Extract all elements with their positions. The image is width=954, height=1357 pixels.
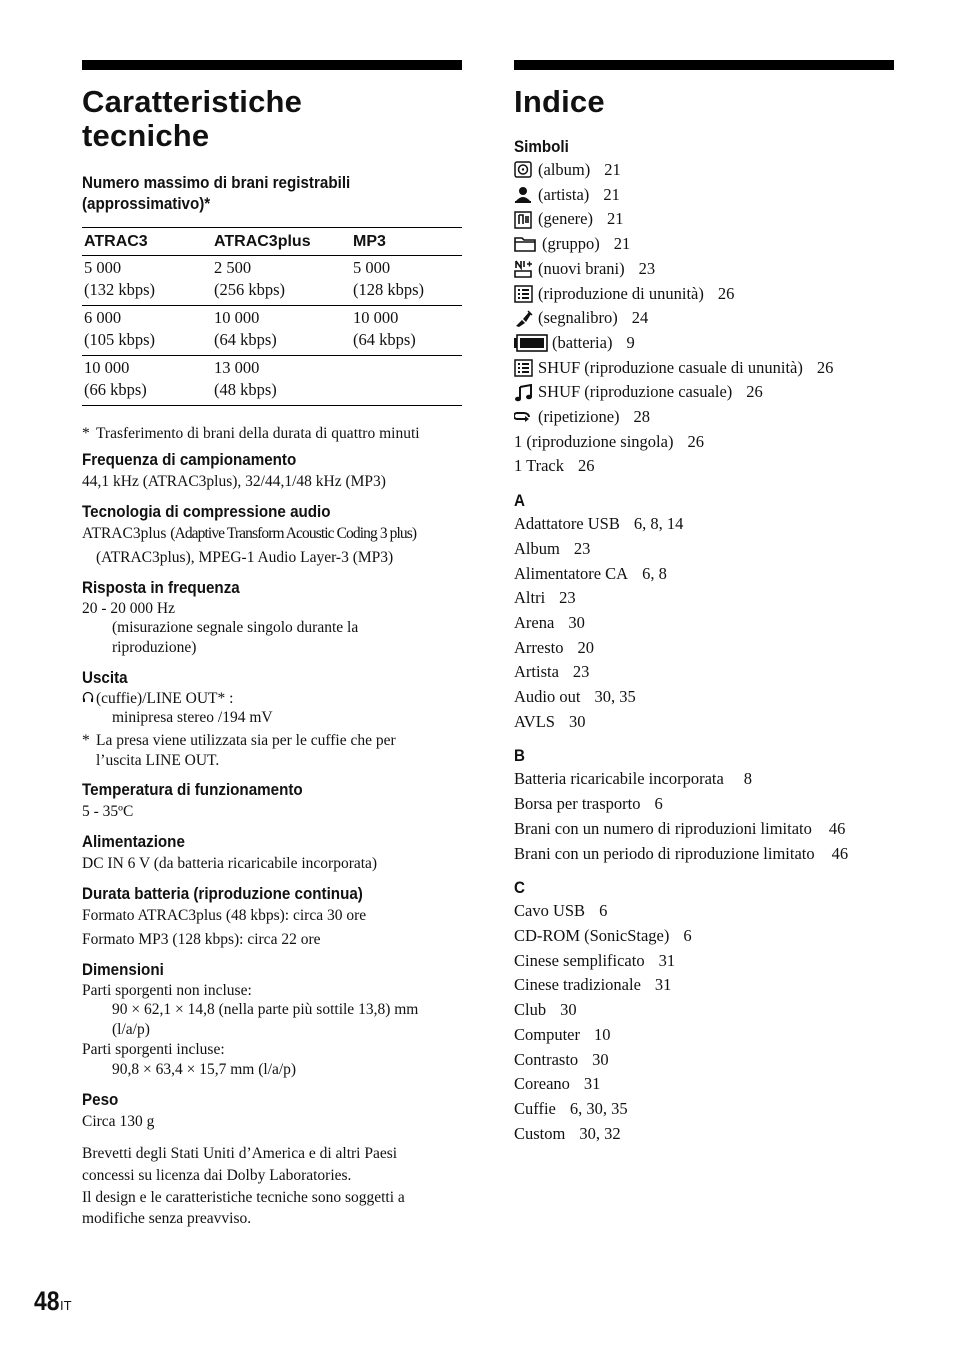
frequency-heading: Risposta in frequenza — [82, 579, 240, 597]
column-header: ATRAC3plus — [212, 228, 351, 256]
index-entry: Custom 30, 32 — [514, 1123, 621, 1143]
bookmark-icon — [514, 310, 534, 328]
frequency-text-line2: (misurazione segnale singolo durante la — [112, 619, 359, 636]
index-title: Indice — [514, 84, 605, 119]
page-title — [82, 85, 462, 153]
sampling-text: 44,1 kHz (ATRAC3plus), 32/44,1/48 kHz (MP3) — [82, 473, 386, 490]
index-entry: Club 30 — [514, 1000, 577, 1020]
artist-icon — [514, 186, 534, 204]
headphones-icon — [82, 689, 96, 708]
output-footnote: * La presa viene utilizzata sia per le cuffie che per l’uscita LINE OUT. — [82, 732, 396, 769]
index-entry: (batteria) 9 — [514, 331, 894, 356]
dimensions-text-line2: 90 × 62,1 × 14,8 (nella parte più sottile 13,8) mm — [112, 1001, 419, 1018]
compression-text-line2: (ATRAC3plus), MPEG-1 Audio Layer-3 (MP3) — [96, 549, 394, 566]
patent-notice: Brevetti degli Stati Uniti d’America e di altri Paesi concessi su licenza dai Dolby Laboratories. — [82, 1145, 398, 1184]
index-entry: Artista 23 — [514, 662, 590, 682]
dimensions-text-line3: (l/a/p) — [112, 1021, 150, 1038]
page-language-code: IT — [60, 1298, 72, 1313]
section-b-heading: B — [514, 747, 525, 766]
frequency-section — [82, 578, 462, 658]
battery-section — [82, 884, 462, 950]
dimensions-text-line5: 90,8 × 63,4 × 15,7 mm (l/a/p) — [112, 1061, 297, 1078]
album-icon — [514, 161, 534, 179]
max-tracks-table — [82, 227, 462, 406]
section-c-heading: C — [514, 879, 525, 898]
index-entry: Contrasto 30 — [514, 1049, 609, 1069]
column-header: ATRAC3 — [82, 228, 212, 256]
page-number-value: 48 — [34, 1286, 60, 1316]
index-entry: (nuovi brani) 23 — [514, 257, 894, 282]
index-entry: Coreano 31 — [514, 1074, 601, 1094]
index-entry: (segnalibro) 24 — [514, 306, 894, 331]
new-tracks-icon — [514, 260, 534, 278]
battery-text-line2: Formato MP3 (128 kbps): circa 22 ore — [82, 931, 321, 948]
symbols-heading: Simboli — [514, 138, 569, 156]
compression-text-line1: ATRAC3plus (Adaptive Transform Acoustic Coding 3 plus) — [82, 525, 417, 542]
index-entry: AVLS 30 — [514, 711, 586, 731]
section-top-rule — [82, 60, 462, 70]
output-heading: Uscita — [82, 669, 128, 687]
section-top-rule — [514, 60, 894, 70]
power-text: DC IN 6 V (da batteria ricaricabile incorporata) — [82, 855, 378, 872]
index-entry: Brani con un numero di riproduzioni limitato 46 — [514, 818, 846, 838]
output-text-line2: minipresa stereo /194 mV — [112, 709, 273, 726]
index-entry: Cuffie 6, 30, 35 — [514, 1098, 628, 1118]
index-entry: Cinese semplificato 31 — [514, 950, 676, 970]
table-row — [82, 306, 462, 356]
group-folder-icon — [514, 235, 538, 253]
frequency-text-line1: 20 - 20 000 Hz — [82, 600, 175, 617]
index-section-c — [514, 878, 894, 1146]
table-cell: 13 000 (48 kbps) — [214, 358, 277, 399]
table-cell: 5 000 (132 kbps) — [82, 256, 212, 306]
table-row — [82, 256, 462, 306]
table-cell — [351, 356, 462, 406]
symbols-section — [514, 137, 894, 479]
music-note-icon — [514, 384, 534, 402]
battery-icon — [514, 334, 548, 352]
repeat-icon — [514, 408, 534, 426]
index-column — [514, 60, 894, 1146]
index-entry: Cavo USB 6 — [514, 901, 608, 921]
page-title-line2: tecniche — [82, 118, 210, 153]
index-entry: (ripetizione) 28 — [514, 405, 894, 430]
section-a-heading: A — [514, 492, 525, 511]
index-entry: Arena 30 — [514, 612, 585, 632]
unit-list-icon — [514, 359, 534, 377]
unit-playback-icon — [514, 285, 534, 303]
index-entry: Album 23 — [514, 538, 591, 558]
weight-heading: Peso — [82, 1091, 119, 1109]
frequency-text-line3: riproduzione) — [112, 639, 197, 656]
index-entry: CD-ROM (SonicStage) 6 — [514, 925, 692, 945]
index-entry: 1 (riproduzione singola) 26 — [514, 431, 704, 451]
index-entry: (album) 21 — [514, 158, 894, 183]
table-cell: 10 000 (64 kbps) — [351, 306, 462, 356]
index-entry: 1 Track 26 — [514, 456, 595, 476]
index-entry: Alimentatore CA 6, 8 — [514, 563, 667, 583]
index-entry: Arresto 20 — [514, 637, 594, 657]
temperature-text: 5 - 35ºC — [82, 803, 134, 820]
index-entry: Borsa per trasporto 6 — [514, 794, 663, 814]
index-section-a — [514, 491, 894, 734]
battery-text-line1: Formato ATRAC3plus (48 kbps): circa 30 ore — [82, 907, 367, 924]
table-cell: 6 000 (105 kbps) — [82, 306, 212, 356]
index-entry: Cinese tradizionale 31 — [514, 975, 672, 995]
temperature-heading: Temperatura di funzionamento — [82, 781, 303, 799]
index-entry: Audio out 30, 35 — [514, 687, 636, 707]
column-header: MP3 — [351, 228, 462, 256]
power-heading: Alimentazione — [82, 833, 185, 851]
dimensions-section — [82, 960, 462, 1080]
compression-section — [82, 502, 462, 568]
table-cell: 10 000 (66 kbps) — [84, 358, 147, 399]
output-section — [82, 668, 462, 771]
table-cell: 10 000 (64 kbps) — [212, 306, 351, 356]
index-entry: (genere) 21 — [514, 207, 894, 232]
index-entry: Altri 23 — [514, 588, 576, 608]
sampling-heading: Frequenza di campionamento — [82, 451, 297, 469]
table-cell: 2 500 (256 kbps) — [212, 256, 351, 306]
power-section — [82, 832, 462, 874]
index-entry: (artista) 21 — [514, 183, 894, 208]
specs-column — [82, 60, 462, 1229]
weight-section — [82, 1090, 462, 1132]
table-row — [82, 356, 462, 406]
index-section-b — [514, 746, 894, 866]
index-entry: (riproduzione di ununità) 26 — [514, 282, 894, 307]
weight-text: Circa 130 g — [82, 1113, 155, 1130]
design-notice: Il design e le caratteristiche tecniche sono soggetti a modifiche senza preavviso. — [82, 1189, 405, 1227]
index-entry: SHUF (riproduzione casuale di ununità) 26 — [514, 356, 894, 381]
genre-icon — [514, 211, 534, 229]
dimensions-text-line1: Parti sporgenti non incluse: — [82, 982, 252, 999]
max-tracks-heading: Numero massimo di brani registrabili (approssimativo)* — [82, 174, 351, 213]
index-entry: Adattatore USB 6, 8, 14 — [514, 514, 684, 534]
battery-heading: Durata batteria (riproduzione continua) — [82, 885, 363, 903]
page-number — [34, 1286, 72, 1317]
temperature-section — [82, 780, 462, 822]
compression-heading: Tecnologia di compressione audio — [82, 503, 331, 521]
table-cell: 5 000 (128 kbps) — [351, 256, 462, 306]
index-entry: Brani con un periodo di riproduzione limitato 46 — [514, 843, 849, 863]
index-entry: Batteria ricaricabile incorporata 8 — [514, 769, 753, 789]
dimensions-text-line4: Parti sporgenti incluse: — [82, 1041, 225, 1058]
index-entry: SHUF (riproduzione casuale) 26 — [514, 380, 894, 405]
output-text-line1: (cuffie)/LINE OUT* : — [82, 689, 462, 708]
index-entry: (gruppo) 21 — [514, 232, 894, 257]
table-header-row — [82, 228, 462, 256]
table-footnote: * Trasferimento di brani della durata di quattro minuti — [82, 425, 420, 442]
index-entry: Computer 10 — [514, 1024, 611, 1044]
page-title-line1: Caratteristiche — [82, 84, 303, 119]
sampling-section — [82, 450, 462, 492]
dimensions-heading: Dimensioni — [82, 961, 164, 979]
